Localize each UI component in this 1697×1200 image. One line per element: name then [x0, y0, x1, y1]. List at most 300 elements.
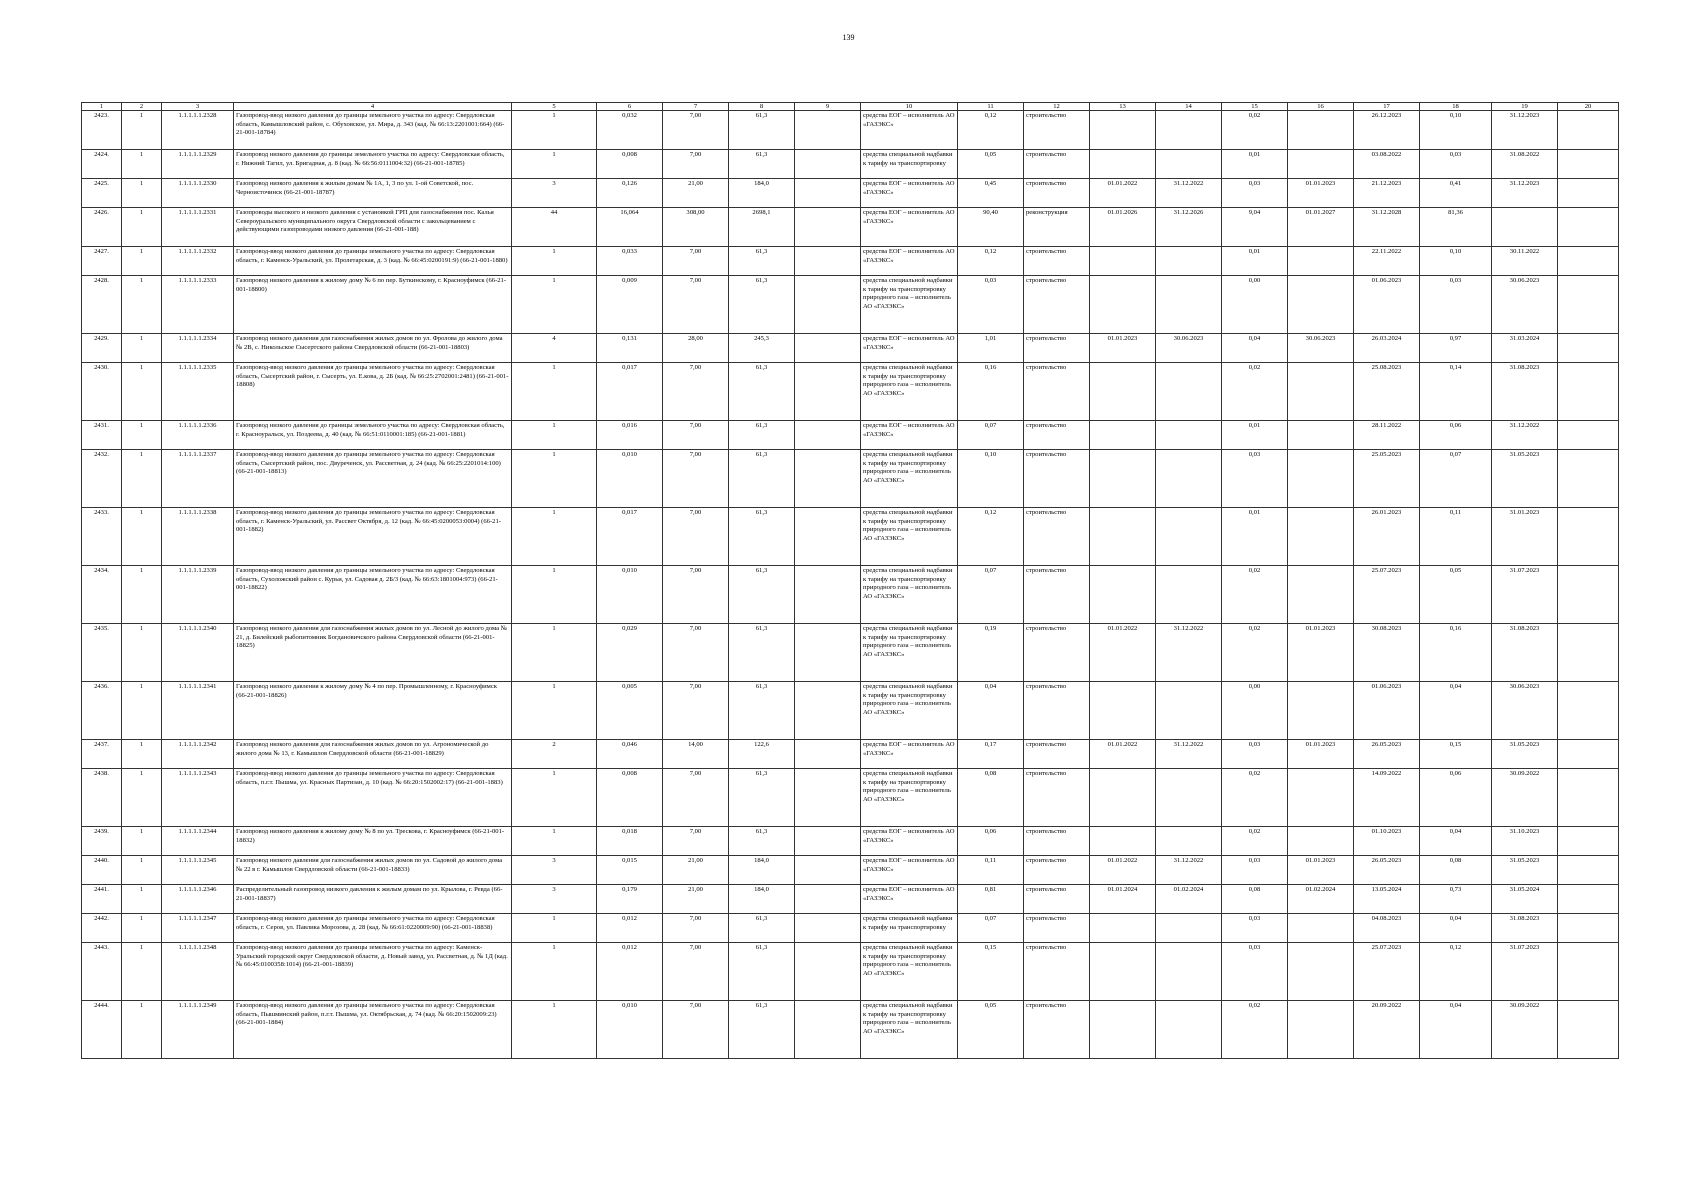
cell-col-6: 0,010 [597, 1001, 663, 1059]
cell-col-8: 2698,1 [729, 208, 795, 247]
cell-col-14: 31.12.2022 [1156, 179, 1222, 208]
column-number: 13 [1090, 103, 1156, 111]
cell-col-16: 30.06.2023 [1288, 334, 1354, 363]
cell-col-1: 2441. [82, 885, 122, 914]
cell-col-8: 61,3 [729, 150, 795, 179]
cell-col-16: 01.01.2023 [1288, 624, 1354, 682]
cell-col-15: 0,02 [1222, 566, 1288, 624]
cell-col-4: Газопровод низкого давления к жилому дому № 6 по пер. Буткинскому, г. Красноуфимск (66-21-001-18800) [234, 276, 512, 334]
cell-col-6: 0,033 [597, 247, 663, 276]
cell-col-8: 61,3 [729, 450, 795, 508]
cell-col-7: 7,00 [663, 150, 729, 179]
cell-col-7: 7,00 [663, 363, 729, 421]
table-row [82, 856, 1619, 885]
cell-col-6: 0,017 [597, 508, 663, 566]
cell-col-11: 0,08 [958, 769, 1024, 827]
cell-col-1: 2429. [82, 334, 122, 363]
cell-col-5: 1 [512, 682, 597, 740]
cell-col-2: 1 [122, 334, 162, 363]
cell-col-13: 01.01.2022 [1090, 179, 1156, 208]
cell-col-16 [1288, 943, 1354, 1001]
cell-col-10: средства специальной надбавки к тарифу на транспортировку природного газа – исполнитель АО «ГАЗЭКС» [861, 566, 958, 624]
cell-col-17: 25.07.2023 [1354, 943, 1420, 1001]
table-row [82, 247, 1619, 276]
cell-col-11: 0,07 [958, 914, 1024, 943]
cell-col-5: 3 [512, 856, 597, 885]
cell-col-14: 31.12.2026 [1156, 208, 1222, 247]
cell-col-3: 1.1.1.1.1.2336 [162, 421, 234, 450]
cell-col-11: 0,12 [958, 508, 1024, 566]
cell-col-14: 31.12.2022 [1156, 624, 1222, 682]
cell-col-19: 30.06.2023 [1492, 682, 1558, 740]
cell-col-1: 2431. [82, 421, 122, 450]
column-number: 12 [1024, 103, 1090, 111]
cell-col-2: 1 [122, 856, 162, 885]
cell-col-2: 1 [122, 914, 162, 943]
cell-col-18: 0,15 [1420, 740, 1492, 769]
cell-col-1: 2428. [82, 276, 122, 334]
cell-col-7: 7,00 [663, 276, 729, 334]
cell-col-3: 1.1.1.1.1.2346 [162, 885, 234, 914]
cell-col-13 [1090, 247, 1156, 276]
cell-col-13 [1090, 508, 1156, 566]
cell-col-2: 1 [122, 885, 162, 914]
cell-col-2: 1 [122, 566, 162, 624]
cell-col-12: строительство [1024, 421, 1090, 450]
cell-col-15: 0,01 [1222, 150, 1288, 179]
cell-col-7: 7,00 [663, 827, 729, 856]
cell-col-5: 1 [512, 943, 597, 1001]
column-number: 10 [861, 103, 958, 111]
cell-col-17: 01.06.2023 [1354, 276, 1420, 334]
cell-col-20 [1558, 769, 1619, 827]
cell-col-14: 31.12.2022 [1156, 740, 1222, 769]
cell-col-19: 31.05.2023 [1492, 450, 1558, 508]
cell-col-10: средства специальной надбавки к тарифу на транспортировку природного газа – исполнитель АО «ГАЗЭКС» [861, 624, 958, 682]
cell-col-18: 0,41 [1420, 179, 1492, 208]
cell-col-15: 0,02 [1222, 624, 1288, 682]
cell-col-2: 1 [122, 450, 162, 508]
cell-col-10: средства специальной надбавки к тарифу на транспортировку природного газа – исполнитель АО «ГАЗЭКС» [861, 1001, 958, 1059]
cell-col-6: 0,016 [597, 421, 663, 450]
cell-col-15: 0,03 [1222, 179, 1288, 208]
cell-col-9 [795, 111, 861, 150]
cell-col-20 [1558, 914, 1619, 943]
cell-col-17: 21.12.2023 [1354, 179, 1420, 208]
cell-col-12: строительство [1024, 363, 1090, 421]
cell-col-18: 0,10 [1420, 111, 1492, 150]
column-number: 17 [1354, 103, 1420, 111]
page-number: 139 [842, 33, 855, 42]
cell-col-8: 61,3 [729, 914, 795, 943]
cell-col-1: 2435. [82, 624, 122, 682]
cell-col-9 [795, 363, 861, 421]
cell-col-6: 0,032 [597, 111, 663, 150]
cell-col-8: 61,3 [729, 508, 795, 566]
cell-col-12: строительство [1024, 150, 1090, 179]
cell-col-9 [795, 885, 861, 914]
cell-col-9 [795, 334, 861, 363]
column-number: 19 [1492, 103, 1558, 111]
cell-col-16 [1288, 111, 1354, 150]
cell-col-6: 0,015 [597, 856, 663, 885]
table-row [82, 334, 1619, 363]
cell-col-17: 20.09.2022 [1354, 1001, 1420, 1059]
cell-col-7: 14,00 [663, 740, 729, 769]
cell-col-3: 1.1.1.1.1.2337 [162, 450, 234, 508]
cell-col-5: 3 [512, 885, 597, 914]
cell-col-19: 31.03.2024 [1492, 334, 1558, 363]
cell-col-19: 31.08.2023 [1492, 624, 1558, 682]
cell-col-11: 0,07 [958, 421, 1024, 450]
cell-col-18: 0,06 [1420, 421, 1492, 450]
cell-col-11: 0,17 [958, 740, 1024, 769]
cell-col-11: 1,01 [958, 334, 1024, 363]
cell-col-12: строительство [1024, 179, 1090, 208]
cell-col-19: 31.12.2022 [1492, 421, 1558, 450]
cell-col-13: 01.01.2022 [1090, 856, 1156, 885]
cell-col-6: 0,018 [597, 827, 663, 856]
cell-col-11: 0,05 [958, 1001, 1024, 1059]
cell-col-14: 30.06.2023 [1156, 334, 1222, 363]
column-number: 15 [1222, 103, 1288, 111]
cell-col-2: 1 [122, 111, 162, 150]
cell-col-3: 1.1.1.1.1.2330 [162, 179, 234, 208]
cell-col-14 [1156, 914, 1222, 943]
cell-col-17: 28.11.2022 [1354, 421, 1420, 450]
cell-col-17: 01.06.2023 [1354, 682, 1420, 740]
cell-col-14 [1156, 450, 1222, 508]
cell-col-2: 1 [122, 276, 162, 334]
cell-col-19: 30.09.2022 [1492, 1001, 1558, 1059]
cell-col-20 [1558, 150, 1619, 179]
cell-col-14 [1156, 682, 1222, 740]
cell-col-12: строительство [1024, 624, 1090, 682]
cell-col-15: 0,02 [1222, 769, 1288, 827]
cell-col-13 [1090, 421, 1156, 450]
cell-col-16: 01.01.2027 [1288, 208, 1354, 247]
cell-col-16 [1288, 150, 1354, 179]
cell-col-8: 61,3 [729, 943, 795, 1001]
cell-col-19: 31.01.2023 [1492, 508, 1558, 566]
table-row [82, 363, 1619, 421]
cell-col-12: строительство [1024, 827, 1090, 856]
cell-col-13 [1090, 769, 1156, 827]
cell-col-6: 0,012 [597, 943, 663, 1001]
cell-col-13 [1090, 276, 1156, 334]
cell-col-7: 21,00 [663, 179, 729, 208]
cell-col-18: 0,12 [1420, 943, 1492, 1001]
cell-col-17: 25.08.2023 [1354, 363, 1420, 421]
cell-col-9 [795, 421, 861, 450]
cell-col-4: Газопровод низкого давления для газоснабжения жилых домов по ул. Лесной до жилого дома № 21, д. Билейский рыбопитомник Богдановичского района Свердловской области (66-21-001-18825) [234, 624, 512, 682]
cell-col-2: 1 [122, 363, 162, 421]
cell-col-18: 0,03 [1420, 150, 1492, 179]
cell-col-17: 26.05.2023 [1354, 740, 1420, 769]
cell-col-4: Газопроводы высокого и низкого давления с установкой ГРП для газоснабжения пос. Калья Североуральского муниципального округа Свердловской области с закольцеванием с действующими газопроводами низкого давления (66-21-001-188) [234, 208, 512, 247]
column-number: 4 [234, 103, 512, 111]
cell-col-2: 1 [122, 740, 162, 769]
cell-col-20 [1558, 566, 1619, 624]
cell-col-5: 1 [512, 276, 597, 334]
cell-col-17: 13.05.2024 [1354, 885, 1420, 914]
cell-col-13 [1090, 1001, 1156, 1059]
cell-col-1: 2434. [82, 566, 122, 624]
cell-col-18: 81,36 [1420, 208, 1492, 247]
cell-col-15: 0,00 [1222, 276, 1288, 334]
cell-col-20 [1558, 334, 1619, 363]
cell-col-5: 1 [512, 247, 597, 276]
cell-col-4: Газопровод-ввод низкого давления до границы земельного участка по адресу: Свердловская область, г. Каменск-Уральский, ул. Рассвет Октября, д. 12 (кад. № 66:45:0200053:0004) (66-21-001-1882) [234, 508, 512, 566]
cell-col-7: 7,00 [663, 247, 729, 276]
cell-col-13: 01.01.2022 [1090, 624, 1156, 682]
column-number: 9 [795, 103, 861, 111]
cell-col-15: 0,00 [1222, 682, 1288, 740]
cell-col-17: 26.01.2023 [1354, 508, 1420, 566]
cell-col-10: средства ЕОГ – исполнитель АО «ГАЗЭКС» [861, 885, 958, 914]
cell-col-5: 4 [512, 334, 597, 363]
cell-col-5: 1 [512, 150, 597, 179]
cell-col-19: 31.07.2023 [1492, 566, 1558, 624]
cell-col-2: 1 [122, 1001, 162, 1059]
cell-col-18: 0,03 [1420, 276, 1492, 334]
cell-col-5: 1 [512, 508, 597, 566]
cell-col-10: средства ЕОГ – исполнитель АО «ГАЗЭКС» [861, 179, 958, 208]
cell-col-4: Газопровод-ввод низкого давления до границы земельного участка по адресу: Каменск-Уральский городской округ Свердловской области, д. Новый завод, ул. Рассветная, д. № 1Д (кад. № 66:45:0100358:1014) (66-21-001-18839) [234, 943, 512, 1001]
cell-col-5: 1 [512, 566, 597, 624]
cell-col-18: 0,73 [1420, 885, 1492, 914]
cell-col-17: 26.12.2023 [1354, 111, 1420, 150]
cell-col-12: строительство [1024, 276, 1090, 334]
cell-col-5: 1 [512, 624, 597, 682]
cell-col-9 [795, 682, 861, 740]
cell-col-7: 7,00 [663, 1001, 729, 1059]
cell-col-19: 31.05.2023 [1492, 856, 1558, 885]
cell-col-18: 0,97 [1420, 334, 1492, 363]
cell-col-2: 1 [122, 179, 162, 208]
cell-col-2: 1 [122, 208, 162, 247]
cell-col-15: 0,03 [1222, 943, 1288, 1001]
cell-col-14 [1156, 247, 1222, 276]
column-number: 16 [1288, 103, 1354, 111]
cell-col-20 [1558, 508, 1619, 566]
cell-col-3: 1.1.1.1.1.2343 [162, 769, 234, 827]
cell-col-14 [1156, 363, 1222, 421]
cell-col-6: 0,126 [597, 179, 663, 208]
cell-col-16 [1288, 827, 1354, 856]
cell-col-18: 0,10 [1420, 247, 1492, 276]
column-number: 20 [1558, 103, 1619, 111]
cell-col-9 [795, 508, 861, 566]
cell-col-8: 61,3 [729, 421, 795, 450]
cell-col-4: Газопровод низкого давления до границы земельного участка по адресу: Свердловская область, г. Нижний Тагил, ул. Бригадная, д. 8 (кад. № 66:56:0111004:32) (66-21-001-18785) [234, 150, 512, 179]
cell-col-14 [1156, 150, 1222, 179]
cell-col-1: 2443. [82, 943, 122, 1001]
cell-col-20 [1558, 885, 1619, 914]
cell-col-12: строительство [1024, 885, 1090, 914]
cell-col-3: 1.1.1.1.1.2328 [162, 111, 234, 150]
cell-col-17: 25.05.2023 [1354, 450, 1420, 508]
cell-col-14: 01.02.2024 [1156, 885, 1222, 914]
table-row [82, 276, 1619, 334]
cell-col-1: 2439. [82, 827, 122, 856]
cell-col-13: 01.01.2022 [1090, 740, 1156, 769]
cell-col-3: 1.1.1.1.1.2342 [162, 740, 234, 769]
cell-col-13 [1090, 943, 1156, 1001]
cell-col-9 [795, 179, 861, 208]
cell-col-10: средства специальной надбавки к тарифу на транспортировку [861, 150, 958, 179]
cell-col-12: строительство [1024, 1001, 1090, 1059]
cell-col-9 [795, 769, 861, 827]
cell-col-14 [1156, 943, 1222, 1001]
cell-col-12: строительство [1024, 247, 1090, 276]
cell-col-16 [1288, 363, 1354, 421]
cell-col-10: средства специальной надбавки к тарифу на транспортировку природного газа – исполнитель АО «ГАЗЭКС» [861, 943, 958, 1001]
cell-col-11: 0,15 [958, 943, 1024, 1001]
cell-col-1: 2423. [82, 111, 122, 150]
cell-col-8: 184,0 [729, 856, 795, 885]
cell-col-3: 1.1.1.1.1.2340 [162, 624, 234, 682]
cell-col-10: средства специальной надбавки к тарифу на транспортировку природного газа – исполнитель АО «ГАЗЭКС» [861, 276, 958, 334]
cell-col-10: средства специальной надбавки к тарифу на транспортировку [861, 914, 958, 943]
cell-col-15: 0,02 [1222, 363, 1288, 421]
cell-col-10: средства ЕОГ – исполнитель АО «ГАЗЭКС» [861, 208, 958, 247]
table-row [82, 682, 1619, 740]
cell-col-3: 1.1.1.1.1.2344 [162, 827, 234, 856]
table-row [82, 769, 1619, 827]
cell-col-14 [1156, 276, 1222, 334]
cell-col-8: 61,3 [729, 769, 795, 827]
cell-col-1: 2440. [82, 856, 122, 885]
cell-col-19: 31.10.2023 [1492, 827, 1558, 856]
cell-col-4: Газопровод низкого давления для газоснабжения жилых домов по ул. Садовой до жилого дома № 22 в г. Камышлов Свердловской области (66-21-001-18833) [234, 856, 512, 885]
cell-col-15: 0,01 [1222, 421, 1288, 450]
cell-col-12: строительство [1024, 740, 1090, 769]
cell-col-6: 0,029 [597, 624, 663, 682]
cell-col-3: 1.1.1.1.1.2349 [162, 1001, 234, 1059]
cell-col-7: 21,00 [663, 885, 729, 914]
cell-col-18: 0,16 [1420, 624, 1492, 682]
cell-col-18: 0,11 [1420, 508, 1492, 566]
cell-col-17: 01.10.2023 [1354, 827, 1420, 856]
table-row [82, 1001, 1619, 1059]
cell-col-13 [1090, 111, 1156, 150]
cell-col-7: 7,00 [663, 769, 729, 827]
cell-col-20 [1558, 179, 1619, 208]
cell-col-5: 1 [512, 450, 597, 508]
cell-col-7: 7,00 [663, 682, 729, 740]
cell-col-7: 308,00 [663, 208, 729, 247]
cell-col-3: 1.1.1.1.1.2338 [162, 508, 234, 566]
cell-col-4: Распределительный газопровод низкого давления к жилым домам по ул. Крылова, г. Ревда (66-21-001-18837) [234, 885, 512, 914]
table-row [82, 111, 1619, 150]
cell-col-15: 0,03 [1222, 450, 1288, 508]
cell-col-14: 31.12.2022 [1156, 856, 1222, 885]
cell-col-17: 03.08.2022 [1354, 150, 1420, 179]
cell-col-10: средства ЕОГ – исполнитель АО «ГАЗЭКС» [861, 334, 958, 363]
column-number: 7 [663, 103, 729, 111]
cell-col-2: 1 [122, 150, 162, 179]
cell-col-16 [1288, 421, 1354, 450]
cell-col-5: 1 [512, 421, 597, 450]
table-row [82, 179, 1619, 208]
cell-col-8: 245,3 [729, 334, 795, 363]
cell-col-12: строительство [1024, 914, 1090, 943]
cell-col-14 [1156, 566, 1222, 624]
cell-col-16 [1288, 566, 1354, 624]
cell-col-3: 1.1.1.1.1.2329 [162, 150, 234, 179]
table-row [82, 943, 1619, 1001]
cell-col-14 [1156, 508, 1222, 566]
cell-col-4: Газопровод-ввод низкого давления до границы земельного участка по адресу: Свердловская область, Сысертский район, пос. Двуреченск, ул. Рассветная, д. 24 (кад. № 66:25:2201014:100) (66-21-001-18813) [234, 450, 512, 508]
cell-col-4: Газопровод низкого давления к жилым домам № 1А, 1, 3 по ул. 1-ой Советской, пос. Черноисточинск (66-21-001-18787) [234, 179, 512, 208]
cell-col-12: строительство [1024, 508, 1090, 566]
cell-col-18: 0,04 [1420, 682, 1492, 740]
cell-col-17: 22.11.2022 [1354, 247, 1420, 276]
cell-col-7: 21,00 [663, 856, 729, 885]
cell-col-20 [1558, 624, 1619, 682]
cell-col-2: 1 [122, 827, 162, 856]
cell-col-9 [795, 827, 861, 856]
column-number: 18 [1420, 103, 1492, 111]
cell-col-5: 1 [512, 914, 597, 943]
cell-col-15: 0,02 [1222, 827, 1288, 856]
cell-col-7: 7,00 [663, 450, 729, 508]
cell-col-2: 1 [122, 769, 162, 827]
cell-col-17: 26.03.2024 [1354, 334, 1420, 363]
cell-col-3: 1.1.1.1.1.2332 [162, 247, 234, 276]
cell-col-16: 01.01.2023 [1288, 856, 1354, 885]
cell-col-2: 1 [122, 624, 162, 682]
column-number-row [82, 103, 1619, 111]
cell-col-4: Газопровод-ввод низкого давления до границы земельного участка по адресу: Свердловская область, г. Серов, ул. Павлика Морозова, д. 28 (кад. № 66:61:0220009:90) (66-21-001-18838) [234, 914, 512, 943]
cell-col-4: Газопровод-ввод низкого давления до границы земельного участка по адресу: Свердловская область, Сысертский район, г. Сысерть, ул. Е.кова, д. 2Б (кад. № 66:25:2702001:2481) (66-21-001-18808) [234, 363, 512, 421]
cell-col-10: средства специальной надбавки к тарифу на транспортировку природного газа – исполнитель АО «ГАЗЭКС» [861, 682, 958, 740]
investment-program-table [81, 102, 1619, 1059]
cell-col-19 [1492, 208, 1558, 247]
cell-col-14 [1156, 827, 1222, 856]
cell-col-7: 7,00 [663, 508, 729, 566]
cell-col-3: 1.1.1.1.1.2348 [162, 943, 234, 1001]
cell-col-17: 26.05.2023 [1354, 856, 1420, 885]
cell-col-3: 1.1.1.1.1.2335 [162, 363, 234, 421]
table-row [82, 740, 1619, 769]
cell-col-17: 04.08.2023 [1354, 914, 1420, 943]
cell-col-13 [1090, 914, 1156, 943]
cell-col-2: 1 [122, 508, 162, 566]
cell-col-8: 184,0 [729, 179, 795, 208]
cell-col-11: 0,05 [958, 150, 1024, 179]
cell-col-9 [795, 150, 861, 179]
cell-col-9 [795, 276, 861, 334]
cell-col-15: 0,08 [1222, 885, 1288, 914]
cell-col-11: 0,10 [958, 450, 1024, 508]
cell-col-3: 1.1.1.1.1.2334 [162, 334, 234, 363]
cell-col-13 [1090, 363, 1156, 421]
cell-col-18: 0,06 [1420, 769, 1492, 827]
cell-col-19: 30.06.2023 [1492, 276, 1558, 334]
cell-col-7: 7,00 [663, 624, 729, 682]
cell-col-12: строительство [1024, 682, 1090, 740]
cell-col-8: 122,6 [729, 740, 795, 769]
cell-col-5: 1 [512, 1001, 597, 1059]
cell-col-7: 7,00 [663, 914, 729, 943]
cell-col-4: Газопровод-ввод низкого давления до границы земельного участка по адресу: Свердловская область, Пышминский район, п.г.т. Пышма, ул. Октябрьская, д. 74 (кад. № 66:20:1502009:23) (66-21-001-1884) [234, 1001, 512, 1059]
cell-col-12: реконструкция [1024, 208, 1090, 247]
cell-col-11: 0,06 [958, 827, 1024, 856]
cell-col-4: Газопровод низкого давления для газоснабжения жилых домов по ул. Фролова до жилого дома № 2В, с. Никольское Сысертского района Свердловской области (66-21-001-18803) [234, 334, 512, 363]
cell-col-19: 31.08.2022 [1492, 150, 1558, 179]
